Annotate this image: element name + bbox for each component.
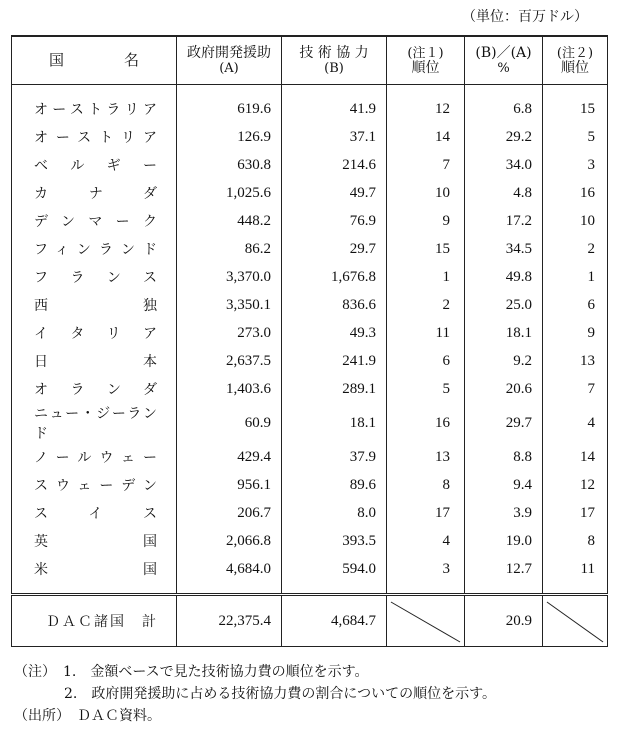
row-oda: 1,403.6: [177, 375, 282, 403]
table-row: [12, 123, 608, 151]
row-oda: 619.6: [177, 85, 282, 124]
row-rank2: 2: [543, 235, 608, 263]
row-country: デンマーク: [12, 207, 177, 235]
row-rank1: 6: [387, 347, 465, 375]
row-ratio: 19.0: [465, 527, 543, 555]
row-oda: 448.2: [177, 207, 282, 235]
row-ratio: 17.2: [465, 207, 543, 235]
header-tc: 技 術 協 力 (B): [282, 36, 387, 85]
row-rank1: 11: [387, 319, 465, 347]
row-oda: 4,684.0: [177, 555, 282, 595]
table-row: [12, 319, 608, 347]
total-rank1-empty: [387, 595, 465, 647]
table-row: [12, 555, 608, 595]
row-country: フィンランド: [12, 235, 177, 263]
row-country: 英国: [12, 527, 177, 555]
row-rank1: 8: [387, 471, 465, 499]
row-ratio: 9.2: [465, 347, 543, 375]
row-ratio: 3.9: [465, 499, 543, 527]
table-row: [12, 471, 608, 499]
row-rank2: 10: [543, 207, 608, 235]
row-ratio: 34.5: [465, 235, 543, 263]
header-row: [12, 36, 608, 85]
row-rank2: 17: [543, 499, 608, 527]
total-tc: 4,684.7: [282, 595, 387, 647]
table-row: [12, 263, 608, 291]
row-country: オーストラリア: [12, 85, 177, 124]
row-oda: 2,637.5: [177, 347, 282, 375]
row-tc: 393.5: [282, 527, 387, 555]
total-ratio: 20.9: [465, 595, 543, 647]
row-country: ニュー・ジーランド: [12, 403, 177, 443]
row-tc: 241.9: [282, 347, 387, 375]
total-row: [12, 595, 608, 647]
row-country: オーストリア: [12, 123, 177, 151]
row-ratio: 9.4: [465, 471, 543, 499]
row-tc: 8.0: [282, 499, 387, 527]
row-oda: 86.2: [177, 235, 282, 263]
note-1: （注） 1. 金額ベースで見た技術協力費の順位を示す。: [14, 664, 369, 680]
row-rank1: 2: [387, 291, 465, 319]
header-ratio: (B)／(A) %: [465, 36, 543, 85]
row-ratio: 29.7: [465, 403, 543, 443]
row-tc: 214.6: [282, 151, 387, 179]
row-rank1: 12: [387, 85, 465, 124]
row-tc: 89.6: [282, 471, 387, 499]
row-rank1: 14: [387, 123, 465, 151]
row-oda: 630.8: [177, 151, 282, 179]
row-rank2: 6: [543, 291, 608, 319]
row-country: オランダ: [12, 375, 177, 403]
row-rank2: 16: [543, 179, 608, 207]
table-row: [12, 151, 608, 179]
row-ratio: 12.7: [465, 555, 543, 595]
table-row: [12, 207, 608, 235]
row-tc: 836.6: [282, 291, 387, 319]
row-oda: 3,350.1: [177, 291, 282, 319]
row-country: 日本: [12, 347, 177, 375]
row-country: スウェーデン: [12, 471, 177, 499]
row-ratio: 29.2: [465, 123, 543, 151]
row-rank2: 4: [543, 403, 608, 443]
table-row: [12, 375, 608, 403]
row-country: カナダ: [12, 179, 177, 207]
table-row: [12, 403, 608, 443]
header-rank2: (注２) 順位: [543, 36, 608, 85]
row-rank1: 7: [387, 151, 465, 179]
table-row: [12, 179, 608, 207]
row-tc: 37.1: [282, 123, 387, 151]
row-rank2: 3: [543, 151, 608, 179]
header-rank1: (注１) 順位: [387, 36, 465, 85]
row-rank1: 3: [387, 555, 465, 595]
row-rank1: 9: [387, 207, 465, 235]
row-tc: 49.7: [282, 179, 387, 207]
row-rank2: 8: [543, 527, 608, 555]
row-ratio: 8.8: [465, 443, 543, 471]
row-country: 西独: [12, 291, 177, 319]
row-oda: 429.4: [177, 443, 282, 471]
row-country: 米国: [12, 555, 177, 595]
table-row: [12, 443, 608, 471]
table-row: [12, 235, 608, 263]
row-oda: 273.0: [177, 319, 282, 347]
row-rank2: 15: [543, 85, 608, 124]
row-tc: 18.1: [282, 403, 387, 443]
table-row: [12, 527, 608, 555]
row-rank2: 11: [543, 555, 608, 595]
row-ratio: 4.8: [465, 179, 543, 207]
row-rank1: 15: [387, 235, 465, 263]
row-tc: 29.7: [282, 235, 387, 263]
row-oda: 3,370.0: [177, 263, 282, 291]
row-rank2: 12: [543, 471, 608, 499]
row-country: スイス: [12, 499, 177, 527]
row-rank2: 14: [543, 443, 608, 471]
row-ratio: 49.8: [465, 263, 543, 291]
row-rank1: 17: [387, 499, 465, 527]
row-oda: 60.9: [177, 403, 282, 443]
dac-aid-table: [11, 35, 608, 647]
row-ratio: 20.6: [465, 375, 543, 403]
row-rank1: 13: [387, 443, 465, 471]
row-country: イタリア: [12, 319, 177, 347]
row-oda: 206.7: [177, 499, 282, 527]
row-ratio: 6.8: [465, 85, 543, 124]
row-rank2: 7: [543, 375, 608, 403]
row-tc: 289.1: [282, 375, 387, 403]
row-rank1: 16: [387, 403, 465, 443]
table-row: [12, 85, 608, 124]
row-oda: 1,025.6: [177, 179, 282, 207]
header-country: 国 名: [12, 36, 177, 85]
row-ratio: 18.1: [465, 319, 543, 347]
row-tc: 49.3: [282, 319, 387, 347]
row-tc: 37.9: [282, 443, 387, 471]
row-rank1: 1: [387, 263, 465, 291]
notes: [14, 661, 496, 727]
source-note: （出所） ＤＡＣ資料。: [14, 708, 161, 724]
row-rank2: 1: [543, 263, 608, 291]
table-row: [12, 291, 608, 319]
total-rank2-empty: [543, 595, 608, 647]
row-rank2: 5: [543, 123, 608, 151]
row-oda: 2,066.8: [177, 527, 282, 555]
total-label: ＤＡＣ諸国 計: [12, 595, 177, 647]
table-row: [12, 347, 608, 375]
row-oda: 126.9: [177, 123, 282, 151]
row-oda: 956.1: [177, 471, 282, 499]
row-ratio: 25.0: [465, 291, 543, 319]
row-tc: 594.0: [282, 555, 387, 595]
row-rank1: 10: [387, 179, 465, 207]
row-country: ベルギー: [12, 151, 177, 179]
note-2: 2. 政府開発援助に占める技術協力費の割合についての順位を示す。: [64, 686, 496, 702]
row-tc: 1,676.8: [282, 263, 387, 291]
unit-label: （単位：百万ドル）: [462, 9, 588, 25]
row-tc: 76.9: [282, 207, 387, 235]
row-rank2: 13: [543, 347, 608, 375]
row-ratio: 34.0: [465, 151, 543, 179]
row-rank2: 9: [543, 319, 608, 347]
total-oda: 22,375.4: [177, 595, 282, 647]
header-oda: 政府開発援助 (A): [177, 36, 282, 85]
row-country: ノールウェー: [12, 443, 177, 471]
row-rank1: 5: [387, 375, 465, 403]
table-row: [12, 499, 608, 527]
row-tc: 41.9: [282, 85, 387, 124]
row-country: フランス: [12, 263, 177, 291]
row-rank1: 4: [387, 527, 465, 555]
